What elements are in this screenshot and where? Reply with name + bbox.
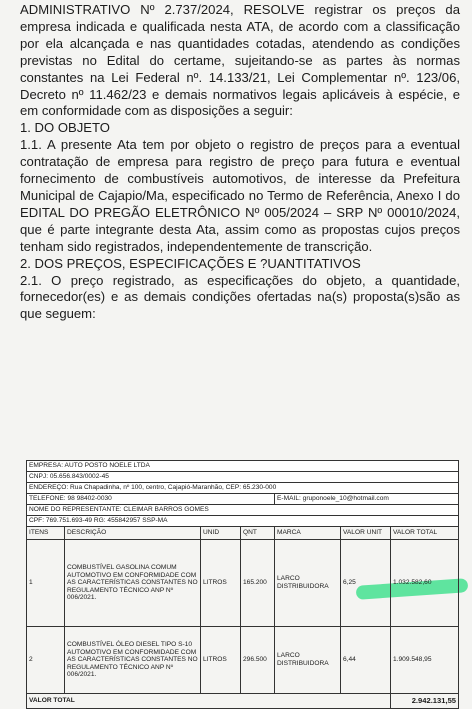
company-cnpj: CNPJ: 05.656.843/0002-45 <box>27 472 459 483</box>
column-header: QNT <box>241 527 275 540</box>
company-address: ENDEREÇO: Rua Chapadinha, nº 100, centro, Cajapió-Maranhão, CEP: 65.230-000 <box>27 483 459 494</box>
item-brand: LARCO DISTRIBUIDORA <box>275 627 341 694</box>
company-phone: TELEFONE: 98 98402-0030 <box>27 494 275 505</box>
company-email: E-MAIL: gruponoele_10@hotmail.com <box>275 494 459 505</box>
paragraph-precos: 2.1. O preço registrado, as especificações do objeto, a quantidade, fornecedor(es) e as demais condições ofertadas na(s) proposta(s)são as que seguem: <box>20 272 460 322</box>
item-unit: LITROS <box>201 540 241 627</box>
table-header-row <box>27 527 459 540</box>
paragraph-objeto: 1.1. A presente Ata tem por objeto o registro de preços para a eventual contratação de empresa para registro de preço para futura e eventual fornecimento de combustíveis automotivos, de interesse da Prefeitura Municipal de Cajapio/Ma, especificado no Termo de Referência, Anexo I do EDITAL DO PREGÃO ELETRÔNICO Nº 005/2024 – SRP Nº 00010/2024, que é parte integrante desta Ata, assim como as propostas cujos preços tenham sido registrados, independentemente de transcrição. <box>20 137 460 254</box>
table-row <box>27 627 459 694</box>
item-unit-price: 6,44 <box>341 627 391 694</box>
column-header: VALOR TOTAL <box>391 527 459 540</box>
paragraph-intro: ADMINISTRATIVO Nº 2.737/2024, RESOLVE registrar os preços da empresa indicada e qualificada nesta ATA, de acordo com a classificação por ela alcançada e nas quantidades cotadas, atendendo as condições previstas no Edital do certame, sujeitando-se as partes às normas constantes na Lei Federal nº. 14.133/21, Lei Complementar nº. 123/06, Decreto nº 11.462/23 e demais normativos legais aplicáveis à espécie, e em conformidade com as disposições a seguir: <box>20 2 460 119</box>
representative-name: NOME DO REPRESENTANTE: CLEIMAR BARROS GOMES <box>27 505 459 516</box>
representative-documents: CPF: 769.751.693-49 RG: 455842957 SSP-MA <box>27 516 459 527</box>
column-header: ITENS <box>27 527 65 540</box>
item-number: 2 <box>27 627 65 694</box>
total-row <box>27 694 459 709</box>
column-header: MARCA <box>275 527 341 540</box>
table-row <box>27 540 459 627</box>
item-description: COMBUSTÍVEL GASOLINA COMUM AUTOMOTIVO EM CONFORMIDADE COM AS CARACTERÍSTICAS CONSTANTES NO REGULAMENTO TÉCNICO ANP Nº 006/2021. <box>65 540 201 627</box>
price-table <box>26 460 458 709</box>
column-header: VALOR UNIT <box>341 527 391 540</box>
total-value: 2.942.131,55 <box>391 694 459 709</box>
column-header: DESCRIÇÃO <box>65 527 201 540</box>
total-label: VALOR TOTAL <box>27 694 391 709</box>
item-total-price: 1.032.582,60 <box>391 540 459 627</box>
item-total-price: 1.909.548,95 <box>391 627 459 694</box>
item-quantity: 165.200 <box>241 540 275 627</box>
item-number: 1 <box>27 540 65 627</box>
item-brand: LARCO DISTRIBUIDORA <box>275 540 341 627</box>
column-header: UNID <box>201 527 241 540</box>
section-heading-precos: 2. DOS PREÇOS, ESPECIFICAÇÕES E ?UANTITATIVOS <box>20 255 361 271</box>
item-description: COMBUSTÍVEL ÓLEO DIESEL TIPO S-10 AUTOMOTIVO EM CONFORMIDADE COM AS CARACTERÍSTICAS CONSTANTES NO REGULAMENTO TÉCNICO ANP Nº 006/2021. <box>65 627 201 694</box>
item-quantity: 296.500 <box>241 627 275 694</box>
item-unit-price: 6,25 <box>341 540 391 627</box>
item-unit: LITROS <box>201 627 241 694</box>
section-heading-objeto: 1. DO OBJETO <box>20 120 110 136</box>
company-name: EMPRESA: AUTO POSTO NOELE LTDA <box>27 461 459 472</box>
document-body <box>20 2 460 323</box>
